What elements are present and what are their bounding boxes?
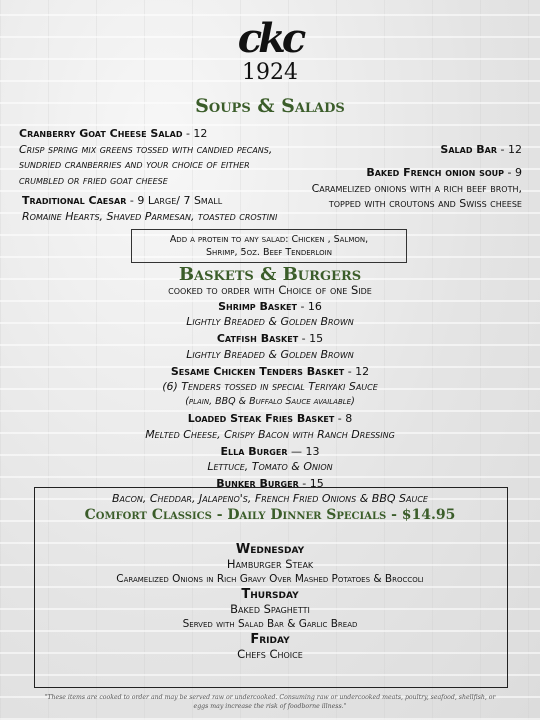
item-name: Cranberry Goat Cheese Salad — [19, 127, 183, 140]
baskets-subtitle: cooked to order with Choice of one Side — [168, 283, 372, 297]
day-dish: Hamburger Steak — [226, 557, 314, 571]
item-desc: Lightly Breaded & Golden Brown — [186, 315, 354, 329]
item-desc: topped with croutons and Swiss cheese — [328, 197, 522, 210]
disclaimer-line: eggs may increase the risk of foodborne illness." — [193, 703, 347, 710]
protein-addon-box — [131, 229, 407, 263]
list-item — [0, 362, 540, 379]
item-desc: Caramelized onions with a rich beef broth, — [311, 181, 522, 195]
item-desc: Crisp spring mix greens tossed with candied pecans, — [19, 142, 273, 156]
item-name: Catfish Basket — [216, 332, 299, 346]
soups-salads-title: Soups & Salads — [195, 95, 345, 117]
list-item — [0, 442, 540, 459]
item-price: - 12 — [344, 364, 370, 378]
protein-line: Shrimp, 5oz. Beef Tenderloin — [206, 247, 332, 258]
item-name: Sesame Chicken Tenders Basket — [170, 364, 345, 378]
logo-monogram: ckc — [237, 15, 303, 62]
logo-year: 1924 — [242, 60, 298, 85]
item-price: - 9 Large/ 7 Small — [126, 194, 223, 207]
item-price: - 12 — [182, 127, 208, 140]
item-name: Salad Bar — [440, 143, 498, 156]
specials-title: Comfort Classics - Daily Dinner Specials - $14.95 — [84, 507, 456, 523]
traditional-caesar — [22, 192, 277, 223]
day-name: Friday — [250, 632, 290, 647]
baskets-burgers-title: Baskets & Burgers — [178, 264, 362, 285]
day-name: Wednesday — [235, 542, 305, 557]
protein-line: Add a protein to any salad: Chicken , Salmon, — [169, 234, 369, 245]
item-price: - 15 — [298, 332, 324, 346]
salad-bar — [440, 138, 522, 157]
item-desc: Lightly Breaded & Golden Brown — [186, 347, 354, 361]
item-price: - 12 — [497, 143, 522, 156]
item-name: Shrimp Basket — [218, 300, 297, 313]
item-price: - 8 — [334, 412, 353, 426]
item-price: - 16 — [296, 300, 322, 313]
specials-list — [0, 542, 540, 662]
day-dish: Chefs Choice — [237, 647, 303, 661]
cranberry-salad — [19, 125, 272, 187]
item-desc: Romaine Hearts, Shaved Parmesan, toasted crostini — [22, 209, 278, 223]
day-name: Thursday — [241, 587, 299, 602]
item-desc: Lettuce, Tomato & Onion — [207, 460, 333, 474]
item-name: Traditional Caesar — [22, 194, 127, 207]
baskets-list — [0, 297, 540, 507]
item-desc: sundried cranberries and your choice of either — [19, 158, 250, 171]
list-item — [0, 297, 540, 314]
item-name: Ella Burger — [220, 444, 288, 458]
item-price: - 15 — [298, 477, 324, 491]
food-safety-disclaimer — [40, 693, 500, 711]
item-desc: (6) Tenders tossed in special Teriyaki Sauce — [162, 380, 378, 394]
item-name: Loaded Steak Fries Basket — [187, 412, 335, 426]
item-desc: Bacon, Cheddar, Jalapeno's, French Fried Onions & BBQ Sauce — [112, 492, 428, 506]
list-item — [0, 329, 540, 346]
disclaimer-line: "These items are cooked to order and may be served raw or undercooked. Consuming raw or undercooked meats, poultry, seafood, shellfish, or — [44, 694, 496, 701]
day-dish: Baked Spaghetti — [230, 602, 310, 616]
item-name: Baked French onion soup — [366, 166, 505, 179]
item-price: - 9 — [504, 166, 522, 179]
list-item — [0, 409, 540, 426]
item-name: Bunker Burger — [216, 477, 299, 491]
day-desc: Caramelized Onions in Rich Gravy Over Mashed Potatoes & Broccoli — [116, 573, 424, 585]
french-onion-soup — [312, 164, 522, 211]
item-desc: crumbled or fried goat cheese — [19, 173, 168, 187]
item-price: — 13 — [287, 444, 320, 458]
item-note: (plain, BBQ & Buffalo Sauce available) — [185, 396, 355, 408]
day-desc: Served with Salad Bar & Garlic Bread — [182, 618, 358, 630]
item-desc: Melted Cheese, Crispy Bacon with Ranch Dressing — [145, 427, 395, 441]
